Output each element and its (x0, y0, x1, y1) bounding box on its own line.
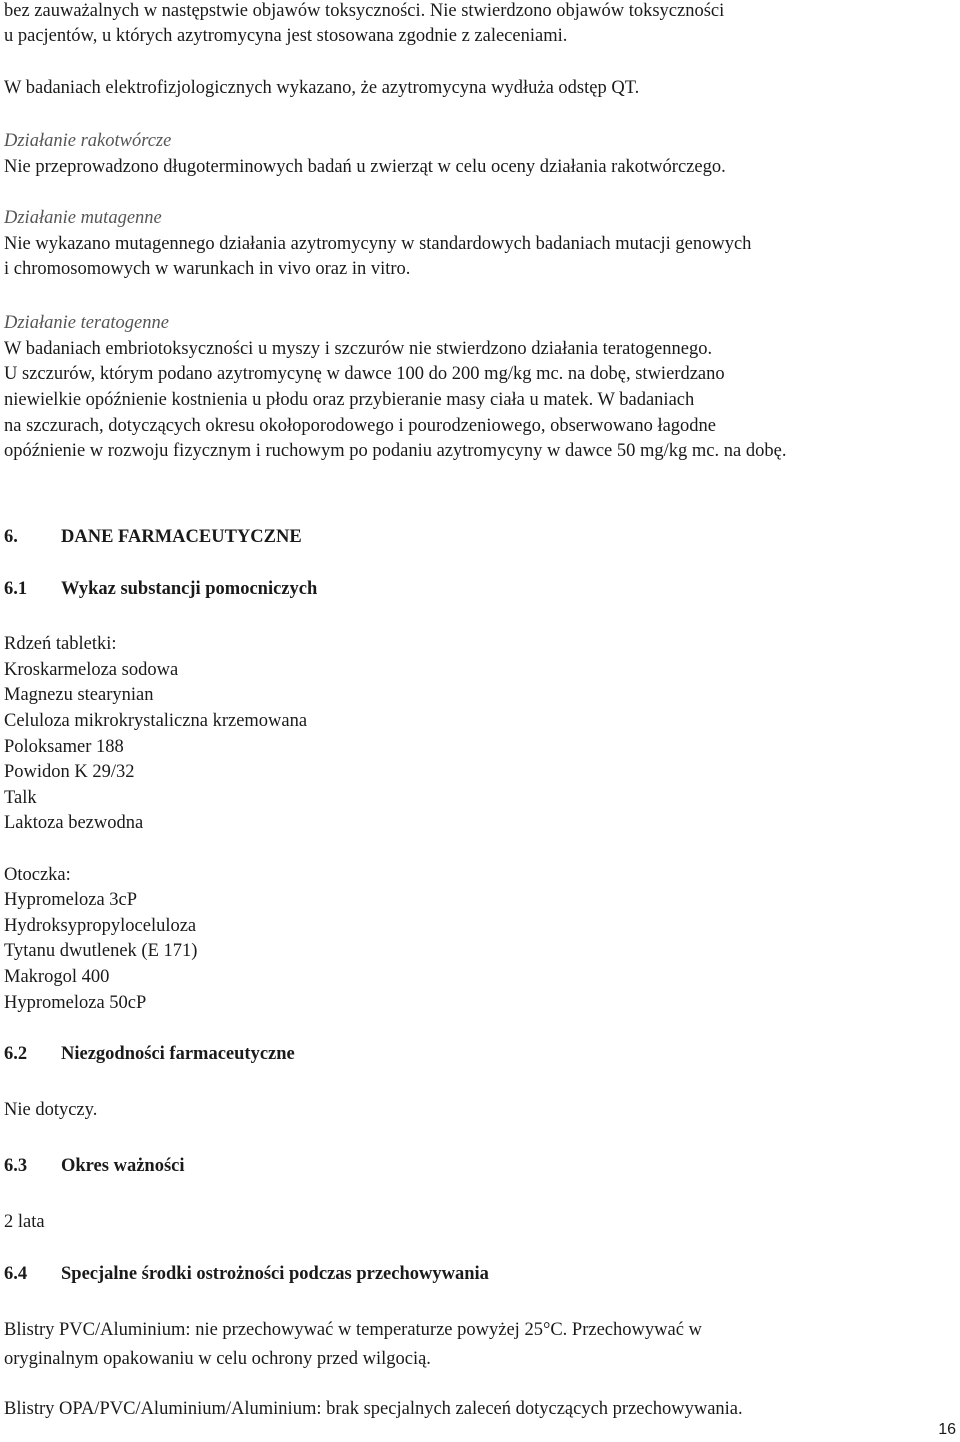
section-number: 6.1 (4, 579, 28, 599)
carcinogenic-text-line: Nie przeprowadzono długoterminowych badań u zwierząt w celu oceny działania rakotwórczego. (4, 157, 726, 177)
core-label: Rdzeń tabletki: (4, 634, 117, 654)
teratogenic-text-line: opóźnienie w rozwoju fizycznym i ruchowym po podaniu azytromycyny w dawce 50 mg/kg mc. na dobę. (4, 441, 787, 461)
section-title: Wykaz substancji pomocniczych (61, 579, 318, 599)
excipient-item: Makrogol 400 (4, 967, 110, 987)
section-number: 6.3 (4, 1156, 28, 1176)
section-number: 6.4 (4, 1264, 28, 1284)
section-6-2-text: Nie dotyczy. (4, 1100, 98, 1120)
mutagenic-text-line: Nie wykazano mutagennego działania azytromycyny w standardowych badaniach mutacji genowych (4, 234, 752, 254)
section-title: Okres ważności (61, 1156, 185, 1176)
excipient-item: Hydroksypropyloceluloza (4, 916, 197, 936)
qt-text-line: W badaniach elektrofizjologicznych wykazano, że azytromycyna wydłuża odstęp QT. (4, 78, 640, 98)
section-title: Niezgodności farmaceutyczne (61, 1044, 295, 1064)
section-6-3-heading (4, 1155, 185, 1177)
section-6-heading (4, 526, 302, 548)
mutagenic-subheading: Działanie mutagenne (4, 208, 162, 228)
mutagenic-text-line: i chromosomowych w warunkach in vivo oraz in vitro. (4, 259, 411, 279)
toxicity-text-line: bez zauważalnych w następstwie objawów toksyczności. Nie stwierdzono objawów toksyczności (4, 1, 725, 21)
teratogenic-text-line: na szczurach, dotyczących okresu okołoporodowego i pourodzeniowego, obserwowano łagodne (4, 416, 717, 436)
teratogenic-subheading: Działanie teratogenne (4, 313, 169, 333)
excipient-item: Powidon K 29/32 (4, 762, 135, 782)
section-number: 6.2 (4, 1044, 28, 1064)
section-6-4-heading (4, 1263, 489, 1285)
section-6-2-heading (4, 1043, 295, 1065)
carcinogenic-subheading: Działanie rakotwórcze (4, 131, 172, 151)
page-number: 16 (938, 1421, 956, 1438)
toxicity-text-line: u pacjentów, u których azytromycyna jest stosowana zgodnie z zaleceniami. (4, 26, 568, 46)
excipient-item: Tytanu dwutlenek (E 171) (4, 941, 198, 961)
excipient-item: Hypromeloza 3cP (4, 890, 138, 910)
excipient-item: Hypromeloza 50cP (4, 993, 147, 1013)
storage-text-line: Blistry OPA/PVC/Aluminium/Aluminium: brak specjalnych zaleceń dotyczących przechowywania. (4, 1399, 743, 1419)
excipient-item: Talk (4, 788, 37, 808)
teratogenic-text-line: niewielkie opóźnienie kostnienia u płodu oraz przybieranie masy ciała u matek. W badaniach (4, 390, 695, 410)
coating-label: Otoczka: (4, 865, 71, 885)
section-title: Specjalne środki ostrożności podczas przechowywania (61, 1264, 489, 1284)
section-6-1-heading (4, 578, 317, 600)
storage-text-line: oryginalnym opakowaniu w celu ochrony przed wilgocią. (4, 1349, 431, 1369)
storage-text-line: Blistry PVC/Aluminium: nie przechowywać w temperaturze powyżej 25°C. Przechowywać w (4, 1320, 702, 1340)
section-6-3-text: 2 lata (4, 1212, 45, 1232)
excipient-item: Magnezu stearynian (4, 685, 154, 705)
excipient-item: Celuloza mikrokrystaliczna krzemowana (4, 711, 308, 731)
excipient-item: Poloksamer 188 (4, 737, 124, 757)
teratogenic-text-line: W badaniach embriotoksyczności u myszy i szczurów nie stwierdzono działania teratogennego. (4, 339, 713, 359)
teratogenic-text-line: U szczurów, którym podano azytromycynę w dawce 100 do 200 mg/kg mc. na dobę, stwierdzano (4, 364, 725, 384)
excipient-item: Laktoza bezwodna (4, 813, 144, 833)
section-title: DANE FARMACEUTYCZNE (61, 527, 302, 547)
excipient-item: Kroskarmeloza sodowa (4, 660, 179, 680)
section-number: 6. (4, 527, 18, 547)
